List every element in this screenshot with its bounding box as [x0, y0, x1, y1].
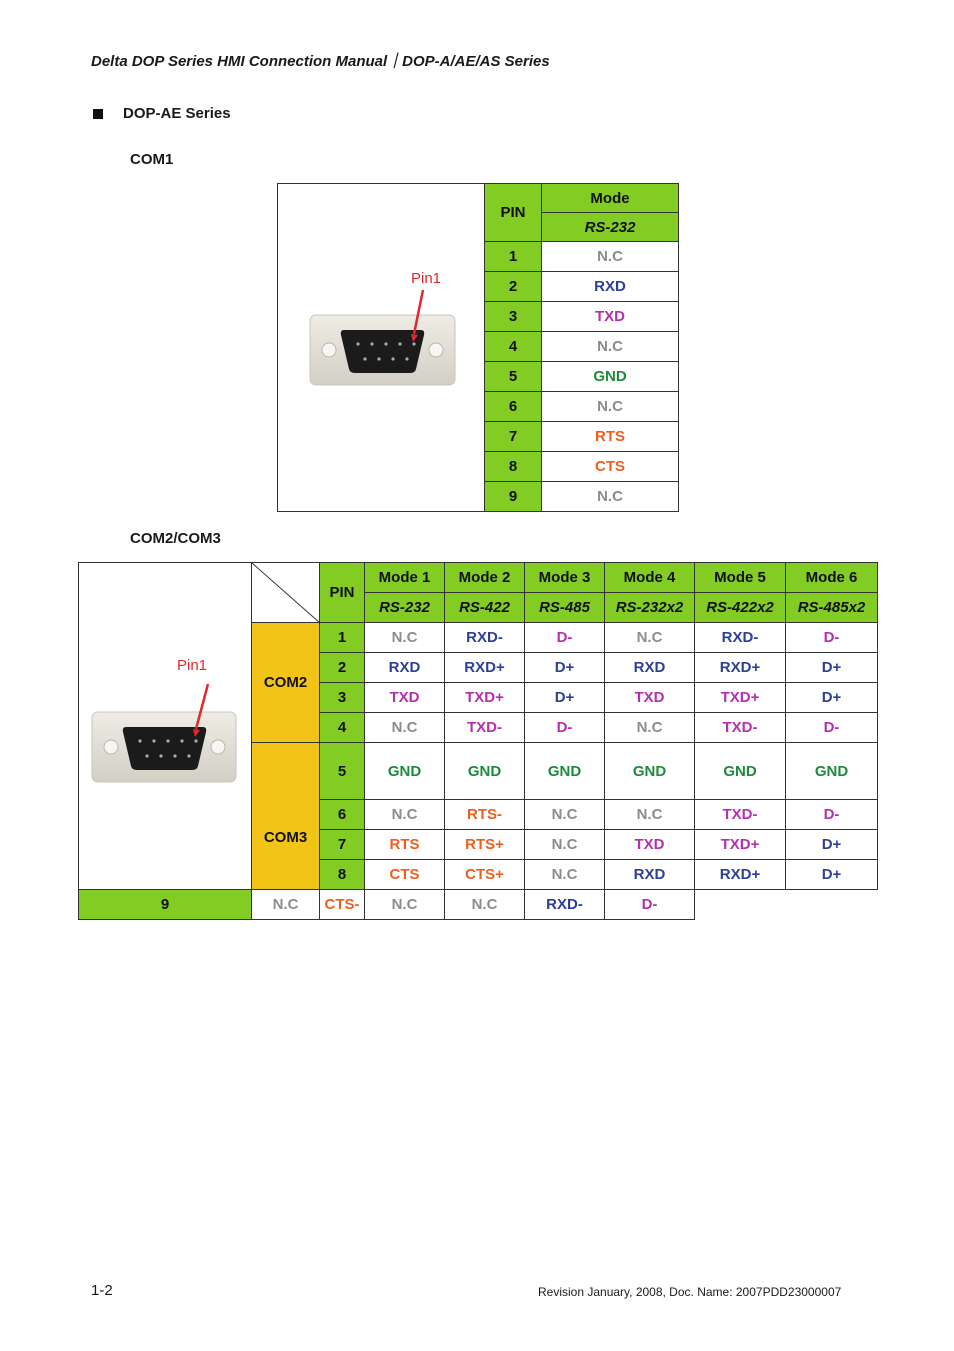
signal-cell: D-	[786, 623, 878, 653]
com1-pin-number: 7	[485, 422, 542, 452]
signal-cell: CTS-	[320, 890, 365, 920]
com23-connector-cell	[79, 563, 252, 890]
mode-sub-header: RS-485x2	[786, 593, 878, 623]
signal-cell: TXD-	[695, 713, 786, 743]
signal-cell: D+	[786, 683, 878, 713]
signal-cell: RXD-	[525, 890, 605, 920]
com1-label: COM1	[130, 151, 174, 168]
com2-group-label: COM2	[252, 623, 320, 743]
signal-cell: D+	[786, 860, 878, 890]
signal-cell: GND	[605, 743, 695, 800]
com23-label: COM2/COM3	[130, 530, 221, 547]
signal-cell: N.C	[605, 713, 695, 743]
com23-pin-number: 1	[320, 623, 365, 653]
mode-sub-header: RS-485	[525, 593, 605, 623]
signal-cell: TXD	[605, 830, 695, 860]
com1-pin1-label: Pin1	[411, 270, 442, 287]
signal-cell: D-	[605, 890, 695, 920]
signal-cell: N.C	[605, 800, 695, 830]
com3-group-label: COM3	[252, 743, 320, 890]
signal-cell: D-	[786, 713, 878, 743]
signal-cell: D+	[525, 683, 605, 713]
com1-signal: CTS	[542, 452, 679, 482]
com1-mode-sub-header: RS-232	[542, 213, 679, 242]
signal-cell: RXD-	[445, 623, 525, 653]
signal-cell: N.C	[445, 890, 525, 920]
com1-connector-cell	[278, 184, 485, 512]
com1-signal: TXD	[542, 302, 679, 332]
revision-info: Revision January, 2008, Doc. Name: 2007PDD23000007	[538, 1285, 842, 1299]
signal-cell: N.C	[525, 800, 605, 830]
signal-cell: GND	[525, 743, 605, 800]
page-number: 1-2	[91, 1282, 113, 1299]
signal-cell: RXD+	[695, 860, 786, 890]
signal-cell: RTS-	[445, 800, 525, 830]
com1-signal: N.C	[542, 332, 679, 362]
com1-pin-header: PIN	[485, 184, 542, 242]
signal-cell: RTS	[365, 830, 445, 860]
db9-connector-icon	[79, 563, 252, 890]
signal-cell: D-	[525, 713, 605, 743]
signal-cell: N.C	[365, 800, 445, 830]
signal-cell: RXD+	[445, 653, 525, 683]
com23-pin1-label: Pin1	[177, 657, 208, 674]
signal-cell: RTS+	[445, 830, 525, 860]
com1-signal: N.C	[542, 242, 679, 272]
signal-cell: RXD	[605, 653, 695, 683]
com1-pin-number: 2	[485, 272, 542, 302]
signal-cell: TXD+	[445, 683, 525, 713]
signal-cell: CTS	[365, 860, 445, 890]
com23-pin-number: 3	[320, 683, 365, 713]
com1-pin-table	[277, 183, 679, 512]
signal-cell: GND	[786, 743, 878, 800]
com23-pin-number: 6	[320, 800, 365, 830]
mode-sub-header: RS-422x2	[695, 593, 786, 623]
signal-cell: RXD-	[695, 623, 786, 653]
mode-sub-header: RS-232x2	[605, 593, 695, 623]
mode-header: Mode 3	[525, 563, 605, 593]
signal-cell: N.C	[365, 623, 445, 653]
signal-cell: TXD	[365, 683, 445, 713]
signal-cell: CTS+	[445, 860, 525, 890]
signal-cell: TXD+	[695, 830, 786, 860]
com23-pin-header: PIN	[320, 563, 365, 623]
mode-header: Mode 2	[445, 563, 525, 593]
signal-cell: D+	[525, 653, 605, 683]
mode-header: Mode 5	[695, 563, 786, 593]
mode-sub-header: RS-232	[365, 593, 445, 623]
signal-cell: D-	[525, 623, 605, 653]
com1-pin-number: 3	[485, 302, 542, 332]
mode-header: Mode 4	[605, 563, 695, 593]
signal-cell: D+	[786, 653, 878, 683]
com1-signal: N.C	[542, 392, 679, 422]
signal-cell: RXD+	[695, 653, 786, 683]
com1-signal: GND	[542, 362, 679, 392]
page-header-title: Delta DOP Series HMI Connection Manual｜DOP-A/AE/AS Series	[91, 53, 550, 70]
signal-cell: GND	[365, 743, 445, 800]
com23-pin-number: 2	[320, 653, 365, 683]
mode-header: Mode 1	[365, 563, 445, 593]
corner-diagonal-cell	[252, 563, 320, 623]
signal-cell: N.C	[365, 890, 445, 920]
signal-cell: GND	[445, 743, 525, 800]
signal-cell: RXD	[605, 860, 695, 890]
signal-cell: TXD-	[695, 800, 786, 830]
com1-pin-number: 9	[485, 482, 542, 512]
com1-pin-number: 4	[485, 332, 542, 362]
com1-signal: RTS	[542, 422, 679, 452]
com23-pin-number: 7	[320, 830, 365, 860]
com23-pin-number: 8	[320, 860, 365, 890]
com1-pin-number: 8	[485, 452, 542, 482]
com23-pin-number: 9	[79, 890, 252, 920]
com1-signal: RXD	[542, 272, 679, 302]
com1-mode-header: Mode	[542, 184, 679, 213]
signal-cell: TXD+	[695, 683, 786, 713]
signal-cell: D+	[786, 830, 878, 860]
section-title: DOP-AE Series	[123, 105, 231, 122]
diagonal-divider-icon	[252, 563, 320, 623]
com23-pin-table	[78, 562, 878, 920]
com1-pin-number: 6	[485, 392, 542, 422]
signal-cell: N.C	[365, 713, 445, 743]
signal-cell: N.C	[605, 623, 695, 653]
com1-pin-number: 5	[485, 362, 542, 392]
signal-cell: D-	[786, 800, 878, 830]
signal-cell: N.C	[252, 890, 320, 920]
com1-signal: N.C	[542, 482, 679, 512]
com1-pin-number: 1	[485, 242, 542, 272]
com23-pin-number: 4	[320, 713, 365, 743]
signal-cell: TXD	[605, 683, 695, 713]
com23-pin-number: 5	[320, 743, 365, 800]
signal-cell: TXD-	[445, 713, 525, 743]
signal-cell: N.C	[525, 830, 605, 860]
signal-cell: GND	[695, 743, 786, 800]
signal-cell: RXD	[365, 653, 445, 683]
signal-cell: N.C	[525, 860, 605, 890]
mode-header: Mode 6	[786, 563, 878, 593]
db9-connector-icon	[278, 184, 485, 512]
mode-sub-header: RS-422	[445, 593, 525, 623]
section-bullet-icon	[93, 109, 103, 119]
